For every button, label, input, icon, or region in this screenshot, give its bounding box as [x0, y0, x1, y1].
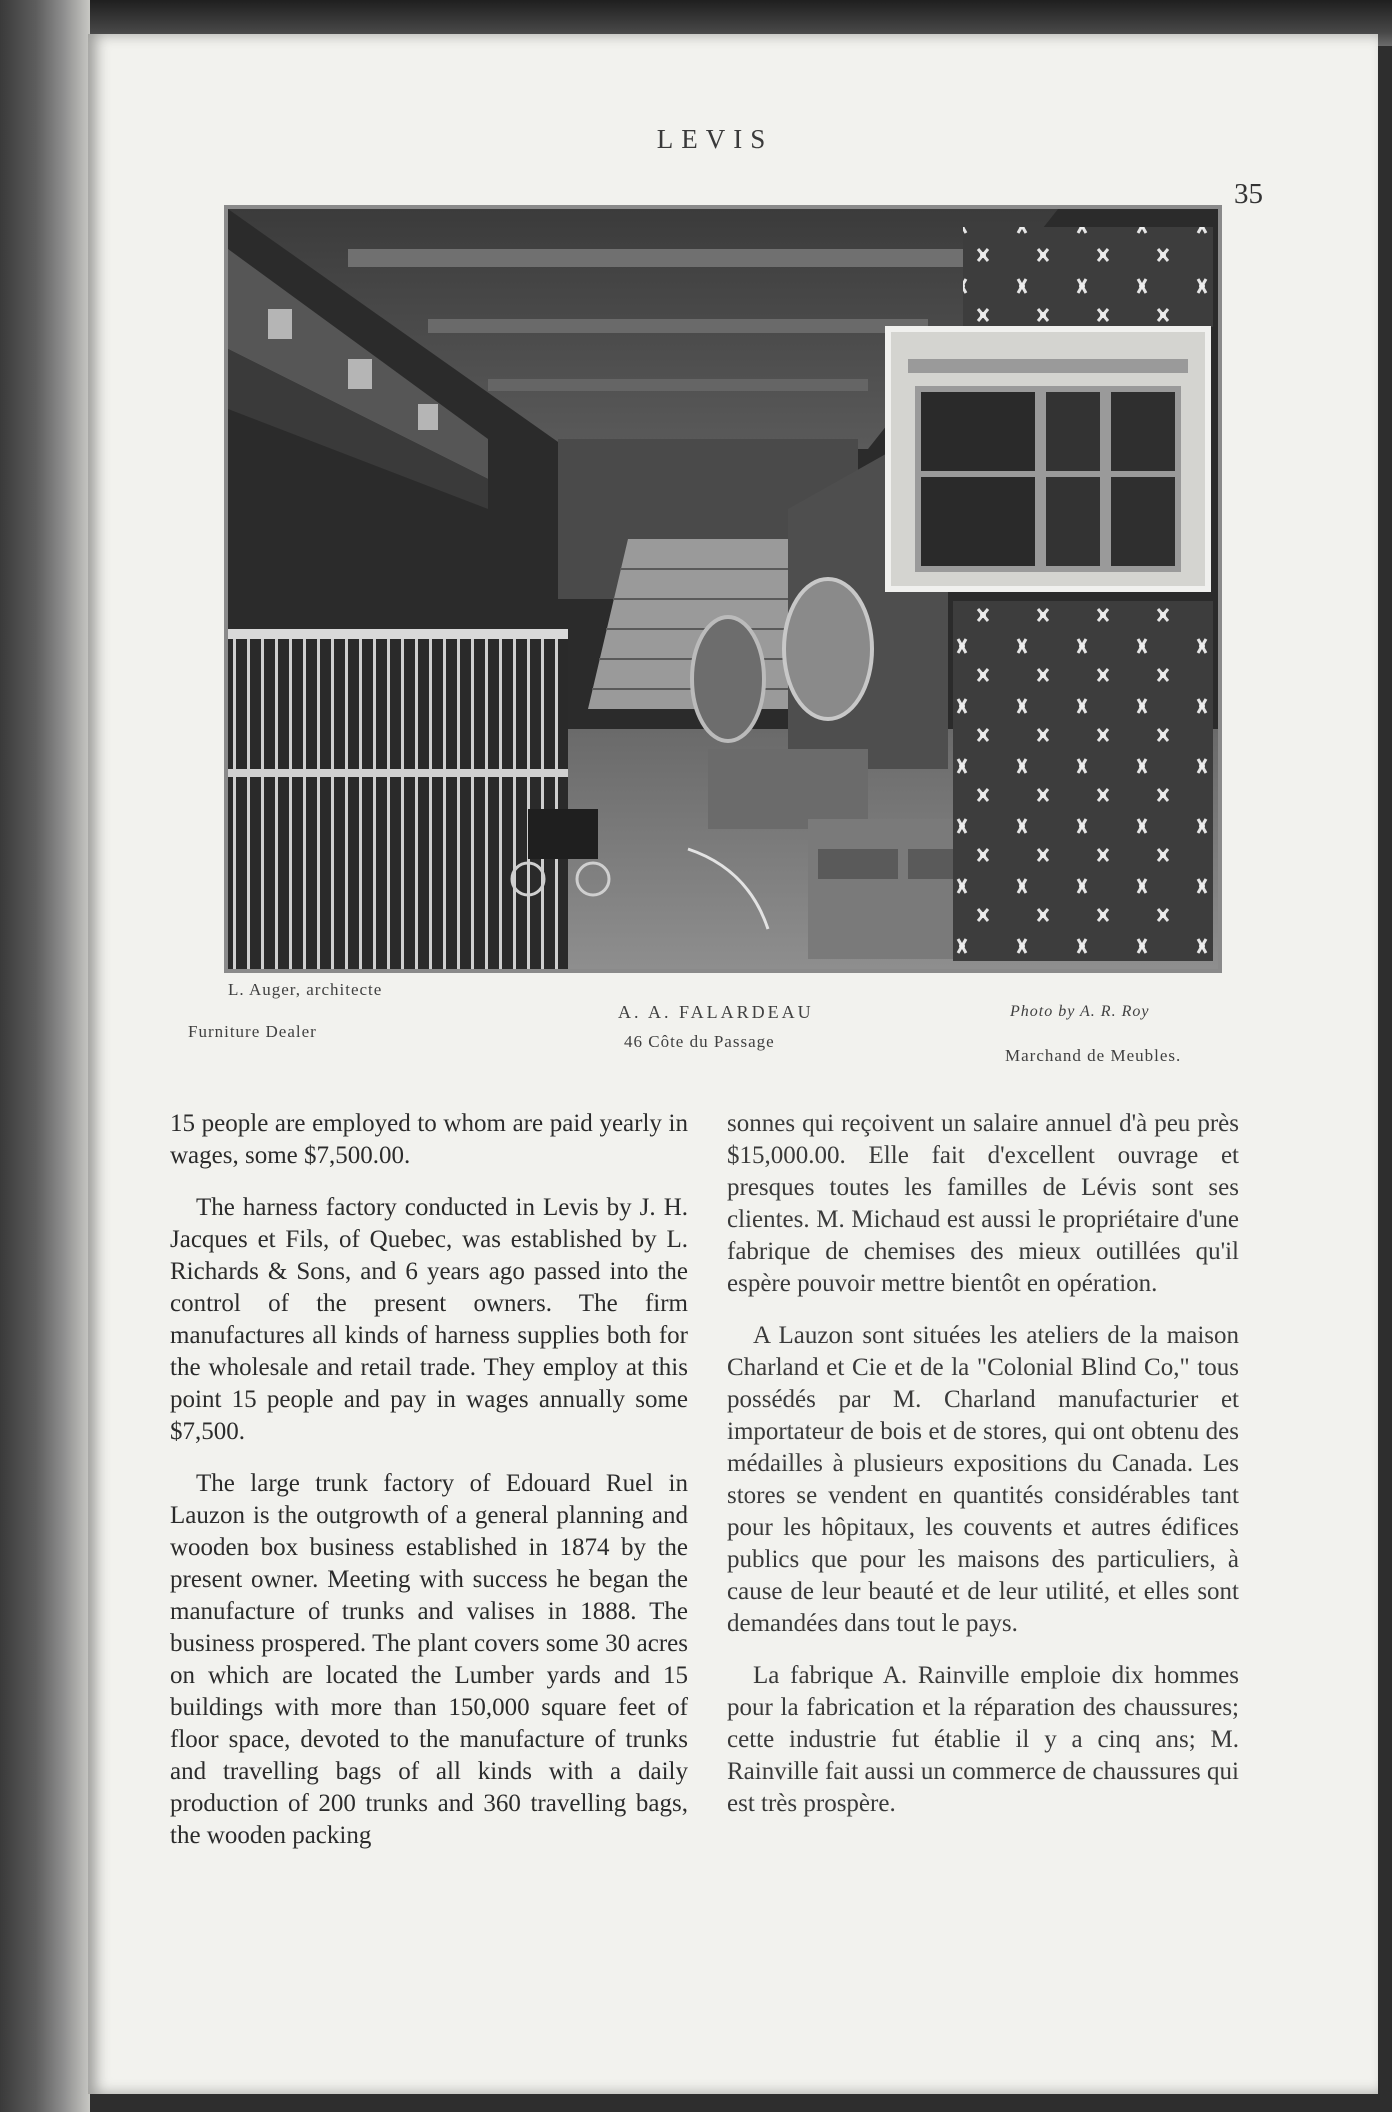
paragraph: The harness factory conducted in Levis by J. H. Jacques et Fils, of Quebec, was established by L. Richards & Sons, and 6 years ago passed into the control of the present owners. The firm manufactures all kinds of harness supplies both for the wholesale and retail trade. They employ at this point 15 people and pay in wages annually some $7,500.: [170, 1194, 688, 1445]
caption-business-en: Furniture Dealer: [188, 1022, 317, 1041]
caption-address: 46 Côte du Passage: [624, 1032, 775, 1051]
running-head: LEVIS: [656, 124, 774, 154]
paragraph: The large trunk factory of Edouard Ruel in Lauzon is the outgrowth of a general planning and wooden box business established in 1874 by the present owner. Meeting with success he began the manufacture of trunks and valises in 1888. The business prospered. The plant covers some 30 acres on which are located the Lumber yards and 15 buildings with more than 150,000 square feet of floor space, devoted to the manufacture of trunks and travelling bags of all kinds with a daily production of 200 trunks and 360 travelling bags, the wooden packing: [170, 1470, 688, 1849]
paragraph: La fabrique A. Rainville emploie dix hommes pour la fabrication et la réparation des chaussures; cette industrie fut établie il y a cinq ans; M. Rainville fait aussi un commerce de chaussures qui est très prospère.: [727, 1662, 1239, 1817]
caption-architect: L. Auger, architecte: [228, 980, 383, 999]
book-spine-edge: [0, 0, 90, 2112]
left-text-column: [170, 1108, 688, 1872]
right-text-column: [727, 1108, 1239, 1840]
caption-business-name: A. A. FALARDEAU: [618, 1002, 814, 1022]
page-number: 35: [1234, 178, 1263, 210]
caption-photographer: Photo by A. R. Roy: [1010, 1003, 1150, 1020]
paragraph: A Lauzon sont situées les ateliers de la maison Charland et Cie et de la "Colonial Blind Co," tous possédés par M. Charland manufacturier et importateur de bois et de stores, qui ont obtenu des médailles à plusieurs expositions du Canada. Les stores se vendent en quantités considérables tant pour les hôpitaux, les couvents et autres édifices publics que pour les maisons des particuliers, à cause de leur beauté et de leur utilité, et elles sont demandées dans tout le pays.: [727, 1322, 1239, 1637]
caption-business-fr: Marchand de Meubles.: [1005, 1046, 1182, 1065]
paragraph: sonnes qui reçoivent un salaire annuel d'à peu près $15,000.00. Elle fait d'excellent ouvrage et presques toutes les familles de Lévis sont ses clientes. M. Michaud est aussi le propriétaire d'une fabrique de chemises des mieux outillées qu'il espère pouvoir mettre bientôt en opération.: [727, 1110, 1239, 1297]
paragraph: 15 people are employed to whom are paid yearly in wages, some $7,500.00.: [170, 1110, 688, 1169]
store-interior-photo: [224, 205, 1222, 973]
